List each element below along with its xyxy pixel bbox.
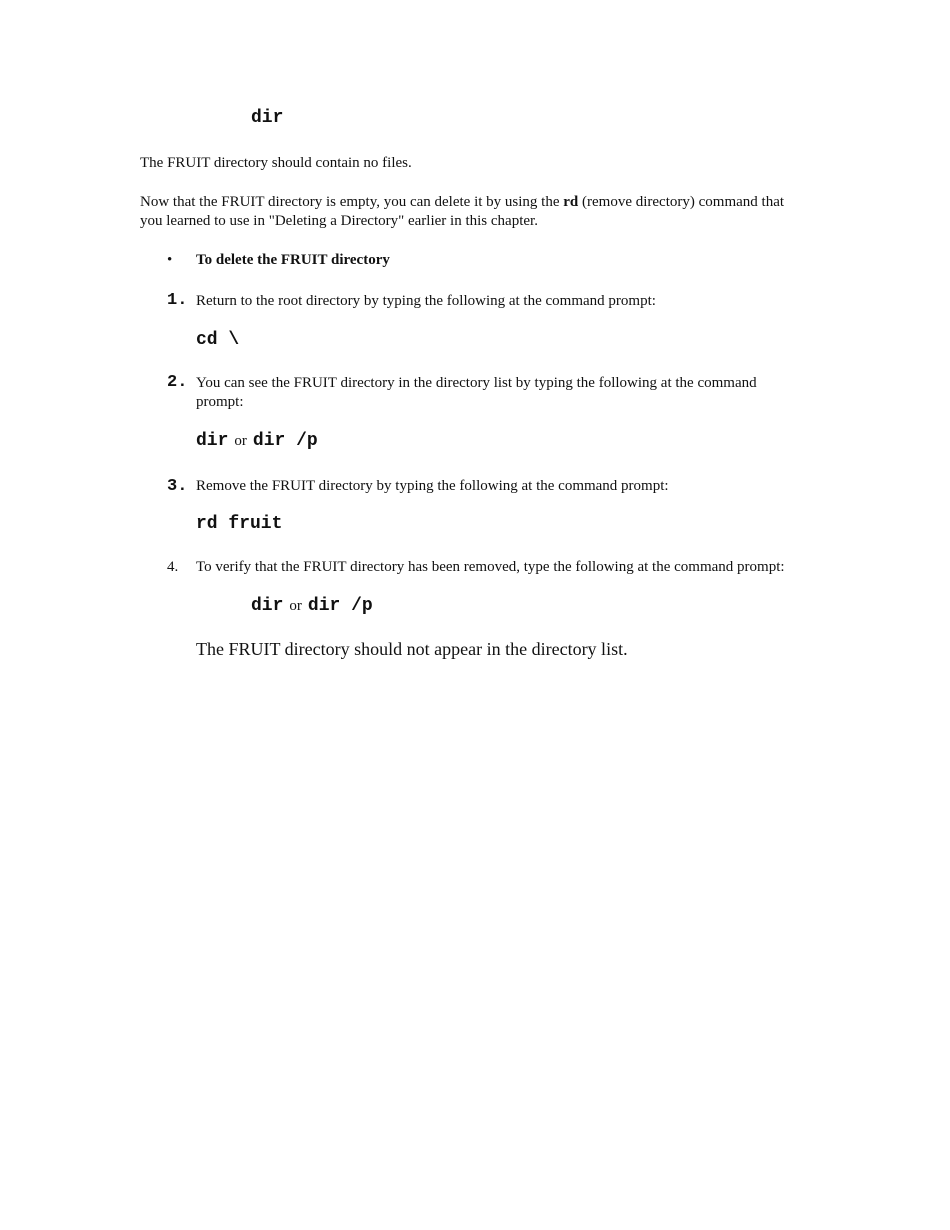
step-2-commands bbox=[196, 431, 318, 451]
para2-text-before: Now that the FRUIT directory is empty, you can delete it by using the bbox=[140, 194, 564, 210]
step-4-commands bbox=[251, 596, 373, 616]
step-2-text-line1: You can see the FRUIT directory in the directory list by typing the following at the command bbox=[196, 375, 757, 391]
step-1-number: 1. bbox=[167, 291, 188, 310]
step-4-or: or bbox=[289, 598, 302, 614]
closing-text: The FRUIT directory should not appear in the directory list. bbox=[196, 639, 628, 659]
step-3-command: rd fruit bbox=[196, 514, 283, 534]
step-4-text: To verify that the FRUIT directory has been removed, type the following at the command prompt: bbox=[196, 559, 785, 575]
step-1-text: Return to the root directory by typing the following at the command prompt: bbox=[196, 293, 656, 309]
step-2-or: or bbox=[234, 433, 247, 449]
rd-keyword: rd bbox=[563, 194, 579, 210]
step-2-number: 2. bbox=[167, 373, 188, 392]
step-2-command-dir-p: dir /p bbox=[252, 431, 318, 451]
bullet-icon: • bbox=[167, 252, 173, 268]
para2-text-after: (remove directory) command that bbox=[578, 194, 785, 210]
paragraph-no-files: The FRUIT directory should contain no files. bbox=[140, 155, 412, 171]
step-4-command-dir: dir bbox=[251, 596, 284, 616]
step-4-number: 4. bbox=[167, 559, 179, 575]
step-2-text-line2: prompt: bbox=[196, 394, 244, 410]
para2-line2: you learned to use in "Deleting a Directory" earlier in this chapter. bbox=[140, 213, 538, 229]
command-dir-top: dir bbox=[251, 108, 284, 128]
step-3-text: Remove the FRUIT directory by typing the following at the command prompt: bbox=[196, 478, 669, 494]
step-1-command: cd \ bbox=[196, 330, 240, 350]
step-2-command-dir: dir bbox=[196, 431, 229, 451]
paragraph-delete-info bbox=[140, 193, 810, 231]
step-2-text bbox=[196, 374, 806, 412]
step-3-number: 3. bbox=[167, 477, 188, 496]
procedure-heading: To delete the FRUIT directory bbox=[196, 252, 390, 268]
step-4-command-dir-p: dir /p bbox=[307, 596, 373, 616]
